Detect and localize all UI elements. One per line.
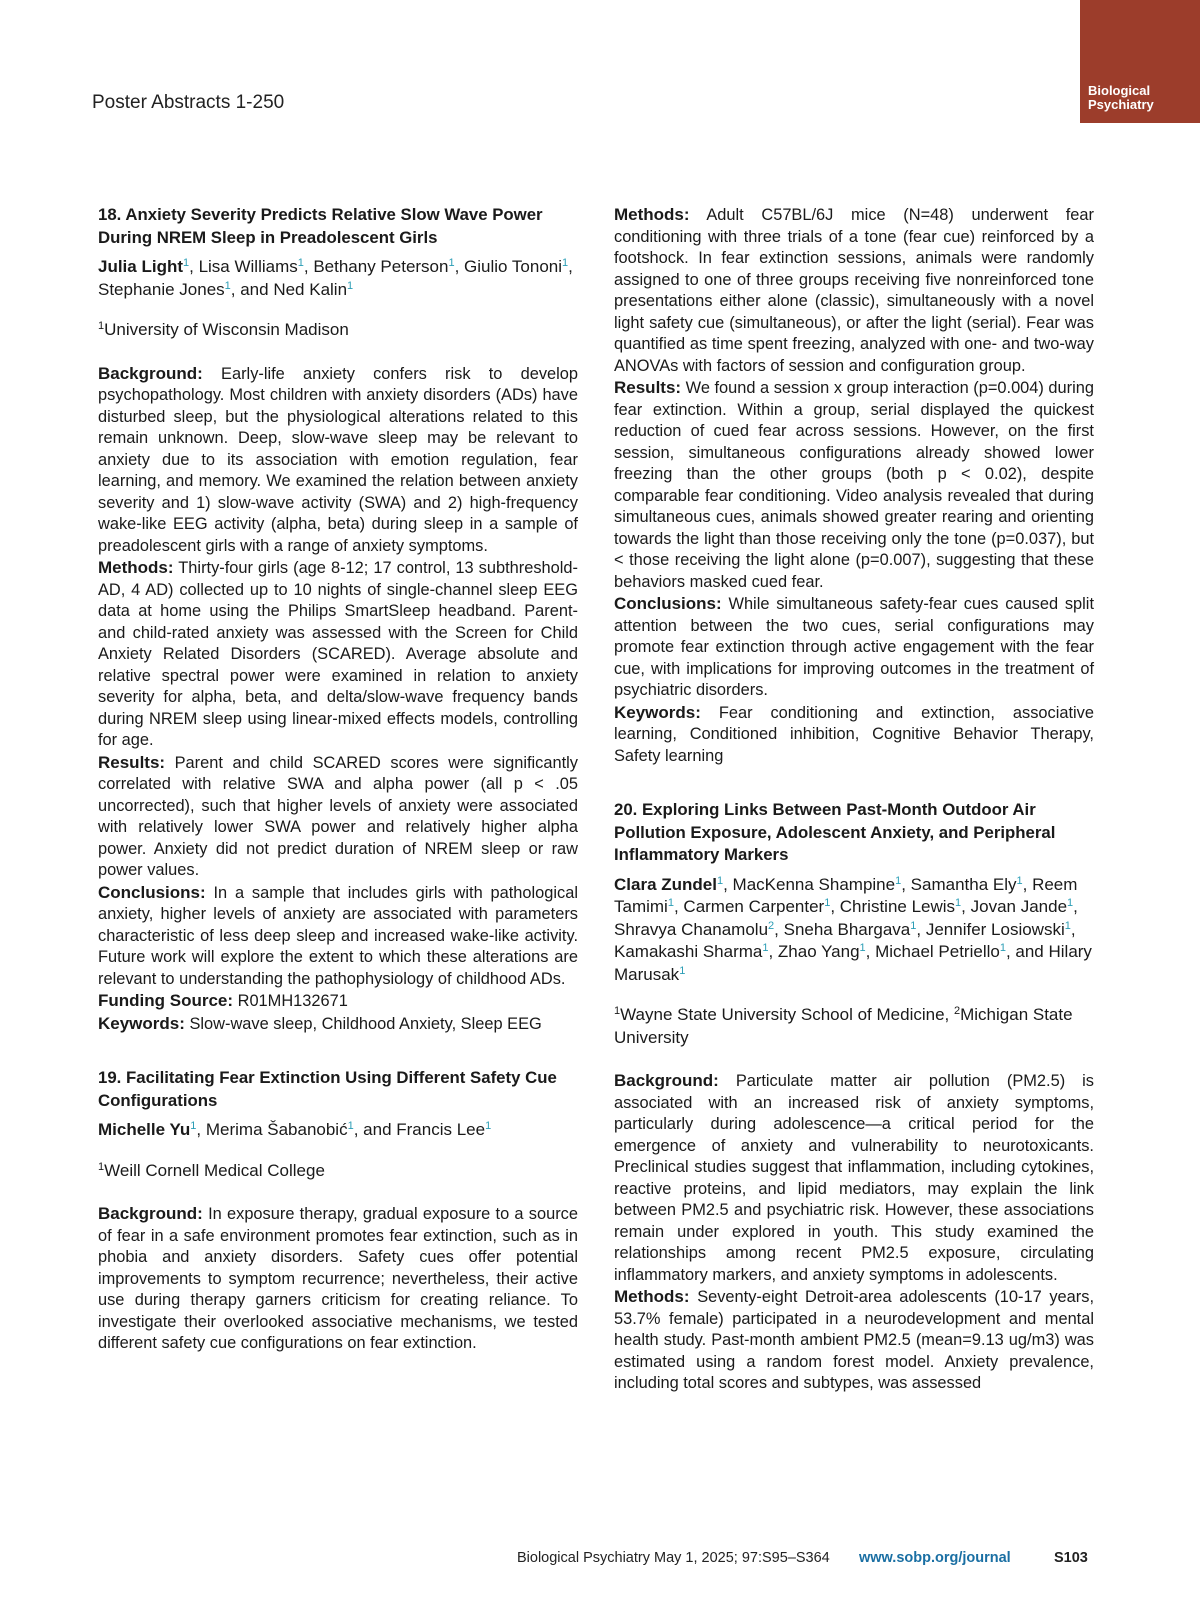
affiliation-marker[interactable]: 1 — [895, 874, 902, 887]
section-label: Conclusions: — [98, 882, 206, 902]
footer-citation: Biological Psychiatry May 1, 2025; 97:S95–S364 — [517, 1550, 830, 1566]
abstract-18-funding — [98, 990, 578, 1013]
affiliation-marker[interactable]: 1 — [859, 942, 866, 954]
section-text: While simultaneous safety-fear cues caused split attention between the two cues, serial configurations may promote fear extinction through active engagement with the fear cue, with implications for improving outcomes in the treatment of psychiatric disorders. — [614, 595, 1094, 699]
abstract-18-authors — [98, 256, 578, 301]
author: , Stephanie Jones — [98, 257, 573, 299]
abstract-20-background — [614, 1070, 1094, 1286]
abstract-20-methods — [614, 1286, 1094, 1395]
journal-badge-line1: Biological — [1088, 83, 1151, 98]
author: , Zhao Yang — [768, 942, 860, 961]
affiliation-marker[interactable]: 1 — [562, 257, 569, 269]
section-text: Thirty-four girls (age 8-12; 17 control, 13 subthreshold-AD, 4 AD) collected up to 10 nights of single-channel sleep EEG data at home using the Philips SmartSleep headband. Parent- and child-rated anxiety was assessed with the Screen for Child Anxiety Related Disorders (SCARED). Average absolute and relative spectral power were examined in relation to anxiety severity for alpha, beta, and delta/slow-wave frequency bands during NREM sleep using linear-mixed effects models, controlling for age. — [98, 559, 578, 749]
section-text: We found a session x group interaction (p=0.004) during fear extinction. Within a group, serial displayed the quickest reduction of cued fear across sessions. However, on the first session, simultaneous configurations already showed lower freezing than the other groups (both p < 0.02), despite comparable fear conditioning. Video analysis revealed that during simultaneous cues, animals showed greater rearing and orienting towards the light than those receiving only the tone (p=0.037), but < those receiving the light alone (p=0.007), suggesting that these behaviors masked cued fear. — [614, 379, 1094, 591]
section-text: Parent and child SCARED scores were significantly correlated with relative SWA and alpha power (all p < .05 uncorrected), such that higher levels of anxiety were associated with relatively lower SWA power and relatively higher alpha power. Anxiety did not predict duration of NREM sleep or raw power values. — [98, 753, 578, 879]
affiliation-marker[interactable]: 1 — [485, 1120, 492, 1132]
author: , Lisa Williams — [189, 257, 298, 276]
author: , Michael Petriello — [865, 942, 1000, 961]
affiliation-marker[interactable]: 1 — [999, 942, 1006, 954]
author: , Merima Šabanobić — [196, 1120, 348, 1139]
affiliation-marker[interactable]: 1 — [679, 964, 686, 977]
abstract-19-affiliation — [98, 1160, 578, 1183]
affiliation-marker[interactable]: 1 — [448, 257, 455, 269]
affiliation-marker[interactable]: 2 — [768, 919, 775, 932]
section-text: Early-life anxiety confers risk to develop psychopathology. Most children with anxiety disorders (ADs) have disturbed sleep, but the physiological alterations related to this remain unknown. Deep, slow-wave sleep may be relevant to anxiety due to its association with emotion regulation, fear learning, and memory. We examined the relation between anxiety severity and 1) slow-wave activity (SWA) and 2) high-frequency wake-like EEG activity (alpha, beta) during sleep in a sample of preadolescent girls with a range of anxiety symptoms. — [98, 364, 579, 555]
affiliation-marker[interactable]: 1 — [1067, 897, 1074, 909]
abstract-18-title: 18. Anxiety Severity Predicts Relative Slow Wave Power During NREM Sleep in Preadolescent Girls — [98, 205, 543, 247]
affiliation-number: 1 — [614, 1005, 621, 1017]
author: , Jennifer Losiowski — [916, 919, 1065, 939]
abstract-20-authors — [614, 874, 1094, 987]
abstract-19-background — [98, 1203, 578, 1355]
abstract-19-keywords — [614, 702, 1094, 768]
abstract-19-conclusions — [614, 593, 1094, 702]
abstract-18-keywords — [98, 1013, 578, 1036]
abstract-19 — [98, 1067, 578, 1355]
section-text: Seventy-eight Detroit-area adolescents (10-17 years, 53.7% female) participated in a neurodevelopment and mental health study. Past-month ambient PM2.5 (mean=9.13 ug/m3) was estimated using a random forest model. Anxiety prevalence, including total scores and subtypes, was assessed — [614, 1288, 1094, 1392]
affiliation-marker[interactable]: 1 — [667, 897, 674, 909]
affiliation-marker[interactable]: 1 — [762, 942, 769, 954]
author: , Shravya Chanamolu — [614, 897, 1078, 939]
affiliation-number: 1 — [98, 320, 105, 332]
section-label: Methods: — [614, 205, 690, 224]
affiliation-marker[interactable]: 1 — [224, 279, 231, 292]
abstract-18-affiliation — [98, 319, 578, 342]
section-text: R01MH132671 — [237, 992, 348, 1010]
affiliation-marker[interactable]: 1 — [183, 257, 190, 269]
abstract-18-conclusions — [98, 882, 578, 991]
running-header: Poster Abstracts 1-250 — [92, 92, 285, 113]
left-column — [98, 204, 578, 1355]
author: , Christine Lewis — [830, 897, 956, 916]
section-label: Results: — [614, 378, 682, 397]
affiliation-marker[interactable]: 1 — [1064, 919, 1071, 932]
affiliation-marker[interactable]: 1 — [190, 1120, 197, 1132]
affiliation-marker[interactable]: 1 — [910, 919, 917, 932]
author: , and Ned Kalin — [230, 279, 348, 299]
author: Julia Light — [98, 257, 183, 276]
author: , Sneha Bhargava — [774, 919, 911, 939]
abstract-18-results — [98, 752, 578, 882]
section-label: Results: — [98, 752, 166, 772]
abstract-20 — [614, 799, 1094, 1395]
affiliation-marker[interactable]: 1 — [1016, 874, 1023, 887]
abstract-18-background — [98, 363, 578, 558]
author: , Reem Tamimi — [614, 874, 1078, 916]
author: , Bethany Peterson — [303, 257, 449, 276]
section-text: Slow-wave sleep, Childhood Anxiety, Sleep EEG — [189, 1014, 542, 1033]
author: , Giulio Tononi — [454, 257, 563, 276]
author: , Carmen Carpenter — [673, 897, 825, 916]
journal-badge-line2: Psychiatry — [1088, 97, 1154, 112]
section-label: Methods: — [98, 558, 174, 577]
author: , Samantha Ely — [901, 874, 1017, 894]
affiliation-name: Michigan State University — [614, 1005, 1073, 1047]
author: , and Francis Lee — [353, 1120, 486, 1139]
section-label: Keywords: — [98, 1013, 185, 1033]
affiliation-number: 1 — [98, 1160, 105, 1173]
affiliation-marker[interactable]: 1 — [347, 1120, 354, 1132]
section-label: Background: — [98, 1204, 203, 1223]
abstract-19-methods — [614, 204, 1094, 377]
section-text: Adult C57BL/6J mice (N=48) underwent fear conditioning with three trials of a tone (fear cue) reinforced by a footshock. In fear extinction sessions, animals were randomly assigned to one of three groups receiving five nonreinforced tone presentations either alone (classic), simultaneously with a novel light safety cue (simultaneous), or after the light (serial). Fear was quantified as time spent freezing, analyzed with one- and two-way ANOVAs with factors of session and configuration group. — [614, 206, 1094, 375]
section-label: Conclusions: — [614, 594, 722, 613]
abstract-19-continued — [614, 204, 1094, 767]
affiliation-marker[interactable]: 1 — [297, 257, 304, 269]
right-column — [614, 204, 1094, 1395]
author: , Jovan Jande — [961, 897, 1068, 916]
section-label: Keywords: — [614, 702, 701, 722]
section-label: Funding Source: — [98, 991, 234, 1010]
section-label: Background: — [98, 363, 203, 383]
journal-badge[interactable] — [1080, 0, 1200, 123]
journal-link[interactable]: www.sobp.org/journal — [859, 1550, 1011, 1566]
author: Michelle Yu — [98, 1120, 191, 1139]
affiliation-number: 2 — [953, 1005, 961, 1017]
abstract-20-title: 20. Exploring Links Between Past-Month Outdoor Air Pollution Exposure, Adolescent Anxiety, and Peripheral Inflammatory Markers — [614, 800, 1056, 864]
author: Clara Zundel — [614, 874, 717, 894]
affiliation-name: Weill Cornell Medical College — [104, 1160, 325, 1180]
abstract-20-affiliation — [614, 1004, 1094, 1049]
affiliation-marker[interactable]: 1 — [716, 874, 724, 887]
section-text: In a sample that includes girls with pathological anxiety, higher levels of anxiety are associated with parameters characteristic of less deep sleep and increased wake-like activity. Future work will explore the extent to which these alterations are relevant to understanding the pathophysiology of childhood ADs. — [98, 883, 578, 988]
author: , MacKenna Shampine — [723, 874, 896, 894]
author: , and Hilary Marusak — [614, 942, 1092, 984]
affiliation-marker[interactable]: 1 — [347, 279, 354, 292]
abstract-18-methods — [98, 557, 578, 752]
section-text: In exposure therapy, gradual exposure to a source of fear in a safe environment promotes fear extinction, such as in phobia and anxiety disorders. Safety cues offer potential improvements to symptom recurrence; nevertheless, their active use during therapy garners criticism for creating reliance. To investigate their overlooked associative mechanisms, we tested different safety cue configurations on fear extinction. — [98, 1205, 578, 1352]
abstract-18 — [98, 204, 578, 1035]
affiliation-marker[interactable]: 1 — [824, 897, 831, 909]
affiliation-name: Wayne State University School of Medicine, — [620, 1005, 954, 1024]
abstract-19-results — [614, 377, 1094, 593]
abstract-19-authors — [98, 1119, 578, 1142]
section-label: Background: — [614, 1071, 719, 1090]
affiliation-marker[interactable]: 1 — [955, 897, 962, 909]
section-label: Methods: — [614, 1287, 690, 1306]
abstract-19-title: 19. Facilitating Fear Extinction Using Different Safety Cue Configurations — [98, 1068, 557, 1110]
affiliation-name: University of Wisconsin Madison — [104, 320, 349, 339]
author: , Kamakashi Sharma — [614, 919, 1076, 961]
section-text: Fear conditioning and extinction, associative learning, Conditioned inhibition, Cognitive Behavior Therapy, Safety learning — [614, 703, 1094, 765]
page-number: S103 — [1054, 1550, 1088, 1566]
section-text: Particulate matter air pollution (PM2.5) is associated with an increased risk of anxiety symptoms, particularly during adolescence—a critical period for the emergence of anxiety and vulnerability to neurotoxicants. Preclinical studies suggest that inflammation, including cytokines, reactive proteins, and lipid mediators, may explain the link between PM2.5 and psychiatric risk. However, these associations remain under explored in youth. This study examined the relationships among recent PM2.5 exposure, circulating inflammatory markers, and anxiety symptoms in adolescents. — [614, 1072, 1094, 1284]
